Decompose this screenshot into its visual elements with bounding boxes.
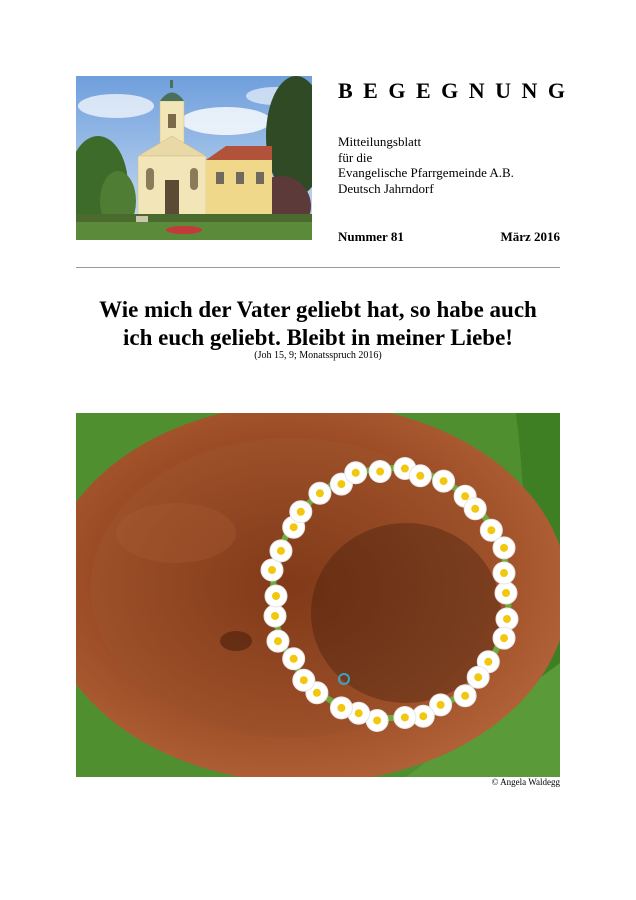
issue-date: März 2016 bbox=[500, 229, 560, 244]
daisy-flower bbox=[345, 462, 367, 484]
newsletter-title: BEGEGNUNG bbox=[338, 78, 576, 103]
verse-reference: (Joh 15, 9; Monatsspruch 2016) bbox=[254, 350, 382, 361]
daisy-flower bbox=[454, 685, 476, 707]
daisy-flower bbox=[369, 461, 391, 483]
daisy-flower bbox=[464, 498, 486, 520]
newsletter-subtitle bbox=[338, 134, 514, 196]
subtitle-line: Mitteilungsblatt bbox=[338, 134, 422, 149]
daisy-flower bbox=[309, 482, 331, 504]
church-photo bbox=[76, 76, 312, 240]
daisy-flower bbox=[496, 608, 518, 630]
daisy-flower bbox=[267, 630, 289, 652]
daisy-flower bbox=[261, 559, 283, 581]
daisy-flower bbox=[293, 669, 315, 691]
daisy-flower bbox=[290, 501, 312, 523]
daisy-flower bbox=[264, 605, 286, 627]
issue-number: Nummer 81 bbox=[338, 229, 404, 244]
monthly-verse bbox=[60, 296, 576, 352]
daisy-flower bbox=[283, 648, 305, 670]
header-divider bbox=[76, 267, 560, 268]
daisy-flower bbox=[467, 666, 489, 688]
daisy-wreath-photo bbox=[76, 413, 560, 777]
daisy-flower bbox=[270, 540, 292, 562]
subtitle-line: für die bbox=[338, 149, 373, 165]
daisy-flower bbox=[495, 582, 517, 604]
daisy-flower bbox=[493, 562, 515, 584]
subtitle-line: Deutsch Jahrndorf bbox=[338, 180, 434, 196]
verse-line: ich euch geliebt. Bleibt in meiner Liebe! bbox=[123, 325, 513, 350]
verse-line: Wie mich der Vater geliebt hat, so habe auch bbox=[99, 297, 537, 322]
subtitle-line: Evangelische Pfarrgemeinde A.B. bbox=[338, 165, 514, 180]
daisy-flower bbox=[493, 627, 515, 649]
daisy-flower bbox=[265, 585, 287, 607]
daisy-flower bbox=[409, 465, 431, 487]
photo-credit: © Angela Waldegg bbox=[491, 777, 560, 787]
daisy-flower bbox=[394, 706, 416, 728]
daisy-flower bbox=[433, 470, 455, 492]
daisy-flower bbox=[493, 537, 515, 559]
daisy-flower bbox=[330, 697, 352, 719]
